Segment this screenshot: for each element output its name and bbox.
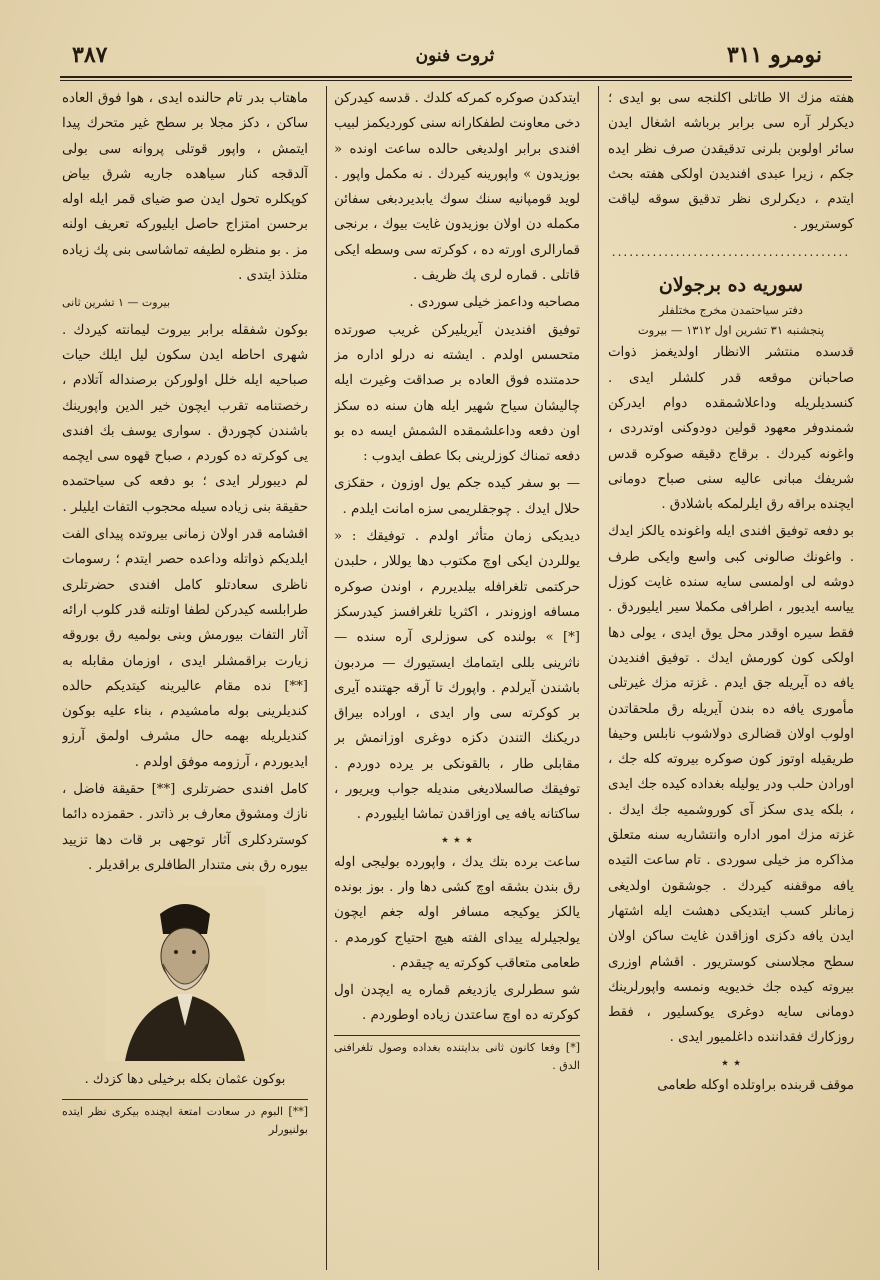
paragraph: مصاحبه وداعمز خيلى سوردى . xyxy=(409,295,580,311)
column-right xyxy=(608,86,854,1266)
paragraph: ساعت برده بتك يدك ، واپورده بوليجى اوله رق بندن بشقه اوچ كشى دها وار . بوز بونده يالكز يوكيجه مسافر اوله جغم ايچون يولجيلرله ييداى الفته هيچ احتياج كورمدم . طعامى متعاقب كوكرته يه چيقدم . xyxy=(334,854,580,971)
portrait-caption: بوكون عثمان بكله برخيلى دها كزدك . xyxy=(84,1072,286,1088)
issue-number: نومرو ۳۱۱ xyxy=(726,42,822,68)
section-title: سوريه ده برجولان xyxy=(658,274,804,297)
stars-separator: ٭ ٭ ٭ xyxy=(441,831,473,848)
paragraph: بوكون شفقله برابر بيروت ليمانته كيردك . شهرى احاطه ايدن سكون ليل ايلك حيات صباحيه ايله خلل اولوركن برصنداله آتلادم ، رخصتنامه تقرب ايچون خير الدين واپورينك باشندن كچوردق . سوارى يوسف بك افندى يى كوكرته ده كوردم ، صباح قهوه سى ايچمه لم ديبورلر ايدى ؛ بو دفعه كى سياحتمده حقيقة بنى زياده سيله محجوب التفات ايليلر . xyxy=(62,322,308,515)
intro-paragraph: هفته مزك الا طاتلى اكلنجه سى بو ايدى ؛ ديكرلر آره سى برابر برباشه اشغال ايدن سائر اولوبن بلرنى تدقيقدن صرف نظر ايده جكم ، زيرا عبدى افنديدن اولكى هفته بحث ايتدم ، ديكرلرى نظر تدقيق سوقه لياقت كوستريور . xyxy=(608,91,854,233)
page-header xyxy=(60,38,850,76)
paragraph: شو سطرلرى يازديغم قماره يه ايچدن اول كوكرته ده اوچ ساعتدن زياده اوطوردم . xyxy=(334,983,580,1024)
column-middle xyxy=(334,86,580,1266)
column-left xyxy=(62,86,308,1266)
paragraph: ماهتاب بدر تام حالنده ايدى ، هوا فوق العاده ساكن ، دكز مجلا بر سطح غير متحرك پيدا ايتمش ، واپور قوتلى پروانه سى بولى آلدقجه كنار سياهده جاريه شرق بياض كوپكلره تحول ايدن صو ضياى قمر ايله اوله برحسن امتزاج حاصل ايليوركه تعريف اولنه مز . بو منظره لطيفه تماشاسى بنى پك زياده متلذذ ايتدى . xyxy=(62,91,308,284)
column-divider xyxy=(326,86,327,1270)
dateline: بيروت — ۱ تشرين ثانى xyxy=(62,296,171,310)
paragraph: موقف قربنده براوتلده اوكله طعامى xyxy=(657,1077,854,1093)
header-rule-thin xyxy=(60,80,852,81)
paragraph: اقشامه قدر اولان زمانى بيروتده پيداى الفت ايلديكم ذواتله وداعده حصر ايتدم ؛ رسومات ناظرى سعادتلو كامل افندى حضرتلرى طرابلسه كيدركن لطفا اوتلنه قدر كلوب ارائه آثار التفات بيورمش وبنى بولميه رق بوروقه زيارت براقمشلر ايدى ، اوزمان مقابله به [**] نده مقام عاليرينه كيتديكم حالده كنديلرينى بوله مامشيدم ، بناء عليه بوكون كنديلريله بهمه حال مشرف اولمق آرزو ايديوردم ، آرزومه موفق اولدم . xyxy=(62,527,308,770)
paragraph: بو دفعه توفيق افندى ايله واغونده يالكز ايدك . واغونك صالونى كبى واسع وايكى طرف دوشه لى اولمسى سايه سنده غايت كوزل يياسه ايديور ، اطرافى مكملا سير ايليوردق . فقط سيره اوقدر محل يوق ايدى ، يولى دها اولكى كون كورمش ايدك . توفيق افنديدن يافه ده آيريله جق ايدم . غزته مزك غيرتلى مأمورى يافه ده بندن آيريله رق ملحقاتدن اولوب اولان قضالرى دولاشوب نابلس وحيفا طريقيله اوتوز كون صوكره بيروته كله جك ، اورادن حلب ودر يوليله بغداده كيده جك ايدى ، بلكه يدى سكز آى كوروشميه جك ايدك . غزته مزك امور اداره وانتشاريه سنه متعلق مذاكره مز خيلى سوردى . تام ساعت التيده يافه موقفنه كيردك . جوشقون اولديغى زمانلر كسب ايتديكى دهشت ايله اشتهار ايدن يافه دكزى اوزاقدن غايت ساكن اولان سطح مجلاسنى كوستريور . اقشام اوزرى بيروته كيده جك خديويه ونمسه واپورلرينك دومانى سايه دوغرى يوكسليور ، فقط روزكارك فقداننده داغلميور ايدى . xyxy=(608,524,854,1046)
portrait-engraving xyxy=(105,886,265,1061)
page-number: ۳۸۷ xyxy=(72,42,108,68)
paragraph: قدسده منتشر الانظار اولديغمز ذوات صاحبانن موقعه قدر كلشلر ايدى . كنسديلريله وداعلاشمقده دوام ايدركن شمندوفر معهود قولين دودوكنى اوتدردى ، واغونه كيردك . برقاج دقيقه صوكره قدس شريفك مبانى عاليه سنى صباح دومانى ايچنده براقه رق ايلرلمكه باشلادق . xyxy=(608,345,854,513)
footnote: [**] البوم در سعادت امتعة ايچنده بيكرى نظر ايتده بولنيورلر xyxy=(62,1099,308,1139)
footnote: [*] وفعا كانون ثانى بدايتنده بغداده وصول تلغرافنى الدق . xyxy=(334,1035,580,1075)
dateline: پنجشنبه ۳۱ تشرين اول ۱۳۱۲ — بيروت xyxy=(637,323,825,338)
paragraph: — بو سفر كيده جكم يول اوزون ، حقكزى حلال ايدك . چوجقلريمى سزه امانت ايلدم . xyxy=(334,476,580,517)
paragraph: ديديكى زمان متأثر اولدم . توفيقك : « يوللردن ايكى اوچ مكتوب دها يوللار ، حلبدن حركتمى تلغرافله بيلديررم ، اوندن صوكره مسافه اوزوندر ، اكثريا تلغرافسز كيدرسكز [*] » بولنده كى سوزلرى آره سنده — ناثرينى بللى ايتمامك ايستيورك — مردبون باشندن آيرلدم . واپورك تا آرقه جهتنده آيرى بر كوكرته سى وار ايدى ، اوراده بيراق دريكنك التندن دكزه دوغرى اوزانمش بر مقابلى طار ، بالقونكى بر يرده دوردم . توفيقك صالسلاديغى منديله جواب ويريور ، ساكتانه يافه يى اوزاقدن تماشا ايليوردم . xyxy=(334,529,580,823)
column-divider xyxy=(598,86,599,1270)
section-separator: ......................................... xyxy=(611,244,851,259)
journal-title: ثروت فنون xyxy=(415,46,495,66)
paragraph: ايتدكدن صوكره كمركه كلدك . قدسه كيدركن دخى معاونت لطفكارانه سنى كورديكمز لبيب افندى برابر اولديغى حالده ساعت اونده « بوزيدون » واپورينه كيردك . نه مكمل واپور . لويد قومپانيه سنك سوك يابديردبغى سفائن مكمله دن اولان بوزيدون غايت بيوك ، برنجى قمارالرى اورته ده ، كوكرته سى وسطه ايكى قاتلى . قماره لرى پك ظريف . xyxy=(334,91,580,284)
paragraph: كامل افندى حضرتلرى [**] حقيقة فاضل ، نازك ومشوق معارف بر ذاتدر . حقمزده دائما كوستردكلرى آثار توجهى بر قات دها تزييد بيوره رق بنى متندار الطافلرى براقديلر . xyxy=(62,782,308,873)
stars-separator: ٭ ٭ xyxy=(721,1054,741,1071)
section-subtitle: دفتر سياحتمدن مخرج مختلفلر xyxy=(659,303,803,318)
paragraph: توفيق افنديدن آيريليركن غريب صورتده متحسس اولدم . ايشته نه درلو اداره مز حدمتنده فوق العاده بر صداقت وغيرت ايله چاليشان سياح شهير ايله هان سنه ده سكز اون دفعه وداعلشمقده الشمش ايسه ده بو دفعه تمناك كوزلرينى بكا عطف ايدوب : xyxy=(334,322,580,465)
header-rule xyxy=(60,76,852,78)
